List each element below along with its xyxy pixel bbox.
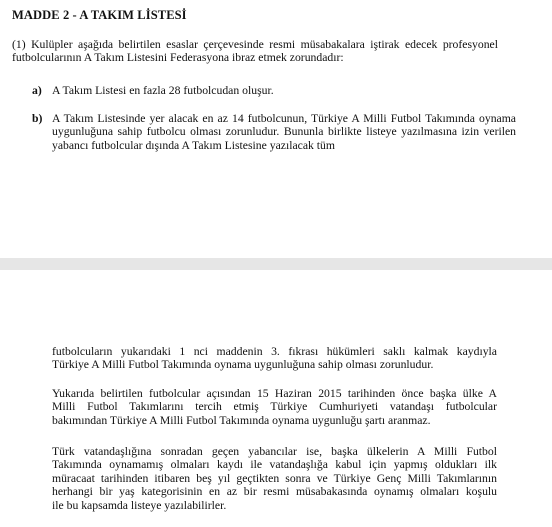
list-text-b: A Takım Listesinde yer alacak en az 14 futbolcunun, Türkiye A Milli Futbol Takımında oynama uygunluğuna sahip futbolcu olması zorunludur. Bununla birlikte listeye yazılmasına izin verilen yabancı futbolcular dışında A Takım Listesine yazılacak tüm [52,112,516,152]
page-separator [0,258,552,270]
list-marker-a: a) [32,84,42,97]
intro-paragraph: (1) Kulüpler aşağıda belirtilen esaslar çerçevesinde resmi müsabakalara iştirak edecek profesyonel futbolcularının A Takım Listesini Federasyona ibraz etmek zorundadır: [12,38,498,65]
article-heading: MADDE 2 - A TAKIM LİSTESİ [12,8,187,22]
paragraph-3 [52,445,497,512]
paragraph-3-line: herhangi bir yaş kategorisinin en az bir resmi müsabakasında oynamış olmaları koşulu [52,485,497,499]
paragraph-2 [52,387,497,427]
paragraph-3-line: Takımında oynamamış olmaları kaydı ile vatandaşlığa kabul için yapmış oldukları ilk [52,458,497,472]
paragraph-3-line: müracaat tarihinden itibaren beş yıl geçtikten sonra ve Türkiye Genç Milli Takımlarının [52,471,497,485]
document-page-bottom [0,270,552,527]
continuation-line: futbolcuların yukarıdaki 1 nci maddenin 3. fıkrası hükümleri saklı kalmak kaydıyla [52,345,497,358]
paragraph-2-line: bakımından Türkiye A Milli Futbol Takımında oynama uygunluğu şartı aranmaz. [52,413,431,427]
paragraph-3-line: Türk vatandaşlığına sonradan geçen yabancılar ise, başka ülkelerin A Milli Futbol [52,445,497,458]
list-marker-b: b) [32,112,43,125]
continuation-paragraph [52,345,497,372]
list-text-a: A Takım Listesi en fazla 28 futbolcudan oluşur. [52,84,274,97]
continuation-line: Türkiye A Milli Futbol Takımında oynama uygunluğuna sahip olması zorunludur. [52,358,434,372]
paragraph-3-line: ile bu kapsamda listeye yazılabilirler. [52,498,227,512]
document-page-top [0,0,552,258]
paragraph-2-line: Yukarıda belirtilen futbolcular açısından 15 Haziran 2015 tarihinden önce başka ülke A [52,387,497,400]
paragraph-2-line: Milli Futbol Takımlarını tercih etmiş Türkiye Cumhuriyeti vatandaşı futbolcular [52,400,497,414]
